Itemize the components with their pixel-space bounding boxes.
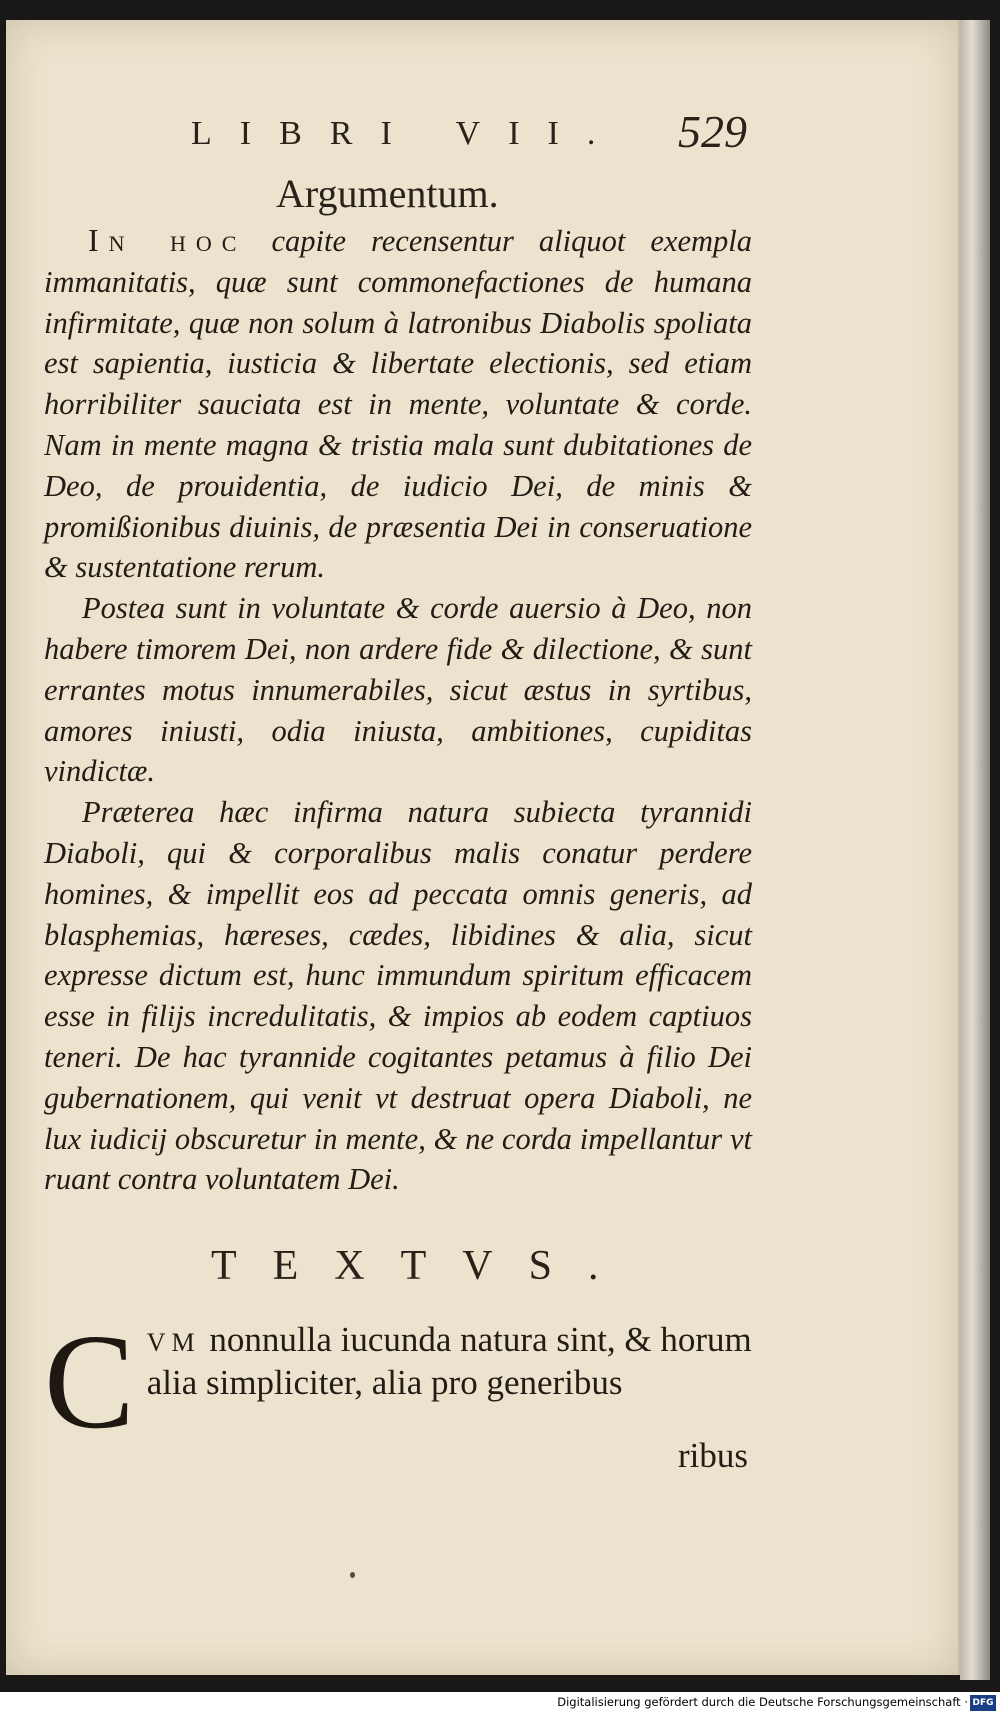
- textus-body: [44, 1307, 752, 1476]
- paragraph-2: Postea sunt in voluntate & corde auersio à Deo, non habere timorem Dei, non ardere fide & dilectione, & sunt errantes motus innumerabiles, sicut æstus in syrtibus, amores iniusti, odia iniusta, ambitiones, cupiditas vindictæ.: [44, 591, 752, 789]
- dfg-logo-icon: DFG: [970, 1695, 996, 1711]
- footer-bar: [0, 1692, 1000, 1715]
- argumentum-body: [44, 220, 752, 1200]
- opening-words: In hoc: [88, 222, 247, 258]
- textus-heading: TEXTVS.: [211, 1243, 635, 1289]
- page-number: 529: [678, 106, 747, 157]
- running-title: LIBRI VII.: [191, 115, 624, 152]
- page-header: [6, 105, 958, 165]
- argumentum-title: Argumentum.: [276, 171, 499, 216]
- book-page: [6, 20, 961, 1675]
- book-edge: [960, 20, 990, 1680]
- textus-line: nonnulla iucunda natura sint, & horum alia simpliciter, alia pro generibus: [146, 1320, 752, 1402]
- small-caps-word: VM: [146, 1328, 201, 1357]
- paper-speck: [350, 1572, 355, 1578]
- paragraph-1: [44, 220, 752, 588]
- footer-credit: Digitalisierung gefördert durch die Deutsche Forschungsgemeinschaft ·: [557, 1695, 968, 1709]
- drop-capital: C: [44, 1307, 135, 1457]
- paragraph-1-text: capite recensentur aliquot exempla immanitatis, quæ sunt commonefactiones de humana infirmitate, quæ non solum à latronibus Diabolis spoliata est sapientia, iusticia & libertate electionis, sed etiam horribiliter sauciata est in mente, voluntate & corde. Nam in mente magna & tristia mala sunt dubitationes de Deo, de prouidentia, de iudicio Dei, de minis & promißionibus diuinis, de præsentia Dei in conseruatione & sustentatione rerum.: [44, 224, 753, 585]
- paragraph-3: Præterea hæc infirma natura subiecta tyrannidi Diaboli, qui & corporalibus malis conatur perdere homines, & impellit eos ad peccata omnis generis, ad blasphemias, hæreses, cædes, libidines & alia, sicut expresse dictum est, hunc immundum spiritum efficacem esse in filijs incredulitatis, & impios ab eodem captiuos teneri. De hac tyrannide cogitantes petamus à filio Dei gubernationem, qui venit vt destruat opera Diaboli, ne lux iudicij obscuretur in mente, & ne corda impellantur vt ruant contra voluntatem Dei.: [44, 795, 752, 1197]
- catchword: ribus: [678, 1436, 748, 1475]
